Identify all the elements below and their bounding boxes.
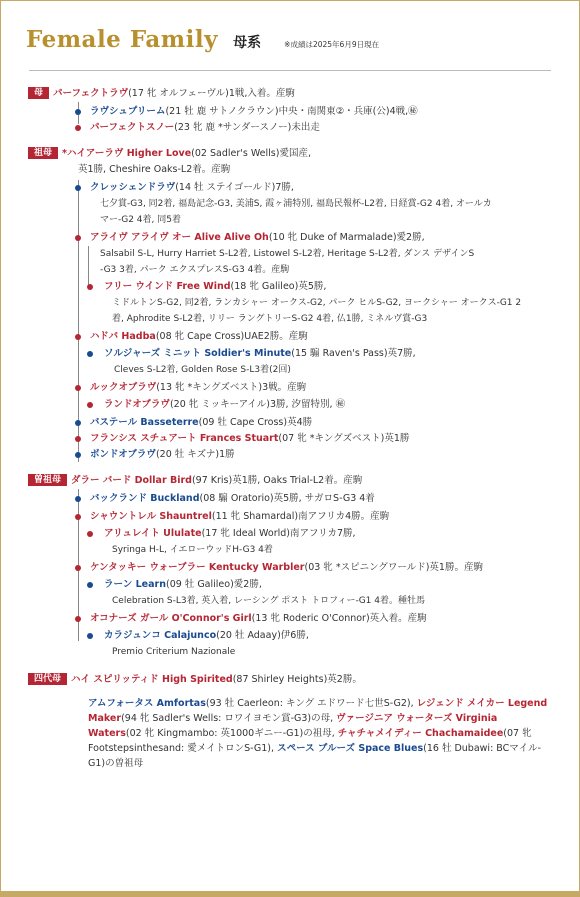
horse-record: Salsabil S-L, Hurry Harriet S-L2着, Listowel S-L2着, Heritage S-L2着, ダンス デザインS — [100, 249, 475, 259]
horse-detail: (03 牝 *スピニングワールド)英1勝。産駒 — [304, 562, 483, 573]
list-item — [28, 491, 554, 507]
horse-name: シャウントレル Shauntrel — [90, 511, 212, 522]
horse-name: アリュレイト Ululate — [104, 528, 202, 539]
list-item — [28, 431, 554, 447]
bullet-dot — [75, 109, 81, 115]
horse-name: ボンドオブラヴ — [90, 449, 156, 460]
horse-record: 七夕賞-G3, 同2着, 福島記念-G3, 美浦S, 霞ヶ浦特別, 福島民報杯-L2着, 日経賞-G2 4着, オールカ — [100, 199, 492, 209]
bullet-dot — [75, 420, 81, 426]
bullet-dot — [75, 496, 81, 502]
pedigree-content — [28, 86, 554, 778]
horse-record: 着, Aphrodite S-L2着, リリー ラングトリーS-G2 4着, 仏1勝, ミネルヴ賞-G3 — [112, 314, 428, 324]
horse-name: ラーン Learn — [104, 579, 166, 590]
list-item — [90, 397, 554, 413]
granddam-detail: (02 Sadler's Wells)愛国産, — [191, 148, 311, 159]
bullet-dot — [75, 334, 81, 340]
horse-name: フリー ウインド Free Wind — [104, 281, 231, 292]
horse-name: アムフォータス Amfortas — [88, 698, 206, 709]
dam-name: パーフェクトラヴ — [53, 88, 129, 99]
horse-record: マー-G2 4着, 同5着 — [100, 215, 181, 225]
horse-detail: (10 牝 Duke of Marmalade)愛2勝, — [268, 232, 425, 243]
horse-detail: (20 牡 Adaay)伊6勝, — [216, 630, 309, 641]
horse-record: Cleves S-L2着, Golden Rose S-L3着(2回) — [114, 365, 291, 375]
section-fourth-dam — [28, 672, 554, 771]
horse-name: オコナーズ ガール O'Connor's Girl — [90, 613, 252, 624]
section-great-granddam — [28, 473, 554, 660]
granddam-line — [28, 146, 554, 162]
horse-name: ヴァージニア ウォーターズ Virginia Waters — [88, 713, 498, 739]
bullet-dot — [75, 235, 81, 241]
dam-line — [28, 86, 554, 102]
bullet-dot — [75, 125, 81, 131]
granddam-label: 祖母 — [28, 147, 58, 159]
horse-name: カラジュンコ Calajunco — [104, 630, 217, 641]
horse-name: ハドバ Hadba — [90, 331, 156, 342]
list-item — [28, 180, 554, 228]
fourth-dam-detail: (87 Shirley Heights)英2勝。 — [232, 674, 362, 685]
fourth-dam-line — [28, 672, 554, 688]
horse-detail: (13 牝 *キングズベスト)3戦。産駒 — [156, 382, 307, 393]
granddam-detail-2: 英1勝, Cheshire Oaks-L2着。産駒 — [78, 164, 231, 175]
great-granddam-detail: (97 Kris)英1勝, Oaks Trial-L2着。産駒 — [191, 475, 363, 486]
horse-detail: (02 牝 Kingmambo: 英1000ギニー-G1)の祖母, — [125, 728, 335, 739]
great-granddam-label: 曽祖母 — [28, 474, 67, 486]
horse-detail: (17 牝 Ideal World)南アフリカ7勝, — [201, 528, 356, 539]
list-item — [28, 447, 554, 463]
date-note: ※成績は2025年6月9日現在 — [284, 40, 380, 49]
horse-detail: (16 牡 Dubawi: BCマイル-G1)の曽祖母 — [88, 743, 542, 769]
horse-name: クレッシェンドラヴ — [90, 182, 176, 193]
header-divider — [29, 70, 551, 71]
bullet-dot — [75, 436, 81, 442]
bottom-bar — [0, 891, 580, 897]
horse-detail: (15 騸 Raven's Pass)英7勝, — [291, 348, 416, 359]
horse-detail: (09 牡 Galileo)愛2勝, — [165, 579, 262, 590]
bullet-dot — [87, 582, 93, 588]
horse-name: ルックオブラヴ — [90, 382, 157, 393]
bullet-dot — [87, 531, 93, 537]
horse-name: バックランド Buckland — [90, 493, 200, 504]
horse-record: -G3 3着, パーク エクスプレスS-G3 4着。産駒 — [100, 265, 290, 275]
bullet-dot — [75, 185, 81, 191]
horse-detail: (07 牝 Footstepsinthesand: 愛メイトロンS-G1), — [88, 728, 532, 754]
page-subtitle: 母系 — [233, 35, 262, 51]
granddam-name: *ハイアーラヴ Higher Love — [62, 148, 192, 159]
list-item — [90, 577, 554, 609]
horse-name: ランドオブラヴ — [104, 399, 170, 410]
horse-detail: (11 牝 Shamardal)南アフリカ4勝。産駒 — [211, 511, 390, 522]
bullet-dot — [87, 284, 93, 290]
horse-detail: (20 牡 キズナ)1勝 — [155, 449, 235, 460]
horse-detail: (13 牝 Roderic O'Connor)英入着。産駒 — [251, 613, 427, 624]
bullet-dot — [87, 633, 93, 639]
list-item — [28, 120, 554, 136]
horse-detail: (07 牝 *キングズベスト)英1勝 — [278, 433, 410, 444]
horse-detail: (20 牝 ミッキーアイル)3勝, 汐留特別, ㊙ — [169, 399, 346, 410]
horse-name: ケンタッキー ウォーブラー Kentucky Warbler — [90, 562, 305, 573]
bullet-dot — [75, 385, 81, 391]
horse-detail: (23 牝 鹿 *サンダースノー)未出走 — [174, 122, 320, 133]
section-granddam — [28, 146, 554, 463]
horse-detail: (18 牝 Galileo)英5勝, — [230, 281, 327, 292]
tree-line — [88, 246, 89, 288]
horse-detail: (93 牡 Caerleon: キング エドワード七世S-G2), — [205, 698, 414, 709]
list-item — [28, 415, 554, 431]
page-title: Female Family — [26, 26, 218, 53]
list-item — [28, 329, 554, 378]
list-item — [28, 104, 554, 120]
horse-record: Premio Criterium Nazionale — [112, 647, 236, 657]
horse-name: バステール Basseterre — [90, 417, 199, 428]
list-item — [28, 230, 554, 327]
great-granddam-name: ダラー バード Dollar Bird — [71, 475, 192, 486]
section-dam — [28, 86, 554, 136]
fourth-dam-descendants — [88, 696, 552, 771]
horse-name: アライヴ アライヴ オー Alive Alive Oh — [90, 232, 269, 243]
horse-name: レジェンド メイカー Legend Maker — [88, 698, 548, 724]
bullet-dot — [87, 402, 93, 408]
bullet-dot — [75, 514, 81, 520]
dam-detail: (17 牝 オルフェーヴル)1戦,入着。産駒 — [128, 88, 295, 99]
bullet-dot — [75, 565, 81, 571]
list-item — [28, 611, 554, 660]
header — [26, 26, 379, 53]
horse-detail: (08 騸 Oratorio)英5勝, サガロS-G3 4着 — [199, 493, 375, 504]
horse-name: フランシス スチュアート Frances Stuart — [90, 433, 279, 444]
horse-name: スペース ブルーズ Space Blues — [277, 743, 424, 754]
bullet-dot — [87, 351, 93, 357]
horse-detail: (08 牝 Cape Cross)UAE2勝。産駒 — [155, 331, 308, 342]
list-item — [90, 526, 554, 558]
dam-label: 母 — [28, 87, 49, 99]
list-item — [28, 380, 554, 413]
fourth-dam-label: 四代母 — [28, 673, 67, 685]
horse-detail: (14 牡 ステイゴールド)7勝, — [175, 182, 294, 193]
horse-record: Syringa H-L, イエローウッドH-G3 4着 — [112, 545, 273, 555]
horse-name: ソルジャーズ ミニット Soldier's Minute — [104, 348, 292, 359]
horse-name: ラヴシュプリーム — [90, 106, 166, 117]
horse-detail: (21 牡 鹿 サトノクラウン)中央・南関東②・兵庫(公)4戦,㊙ — [165, 106, 418, 117]
horse-name: パーフェクトスノー — [90, 122, 175, 133]
list-item — [90, 628, 554, 660]
list-item — [28, 509, 554, 558]
bullet-dot — [75, 616, 81, 622]
horse-detail: (94 牝 Sadler's Wells: ロワイヨモン賞-G3)の母, — [121, 713, 334, 724]
horse-name: チャチャメイディー Chachamaidee — [337, 728, 504, 739]
great-granddam-line — [28, 473, 554, 489]
list-item — [90, 279, 554, 327]
horse-record: Celebration S-L3着, 英入着, レーシング ポスト トロフィー-G1 4着。種牡馬 — [112, 596, 425, 606]
fourth-dam-name: ハイ スピリッティド High Spirited — [71, 674, 233, 685]
horse-detail: (09 牡 Cape Cross)英4勝 — [198, 417, 313, 428]
horse-record: ミドルトンS-G2, 同2着, ランカシャー オークス-G2, パーク ヒルS-G2, ヨークシャー オークス-G1 2 — [112, 298, 522, 308]
list-item — [90, 346, 554, 378]
bullet-dot — [75, 452, 81, 458]
list-item — [28, 560, 554, 609]
